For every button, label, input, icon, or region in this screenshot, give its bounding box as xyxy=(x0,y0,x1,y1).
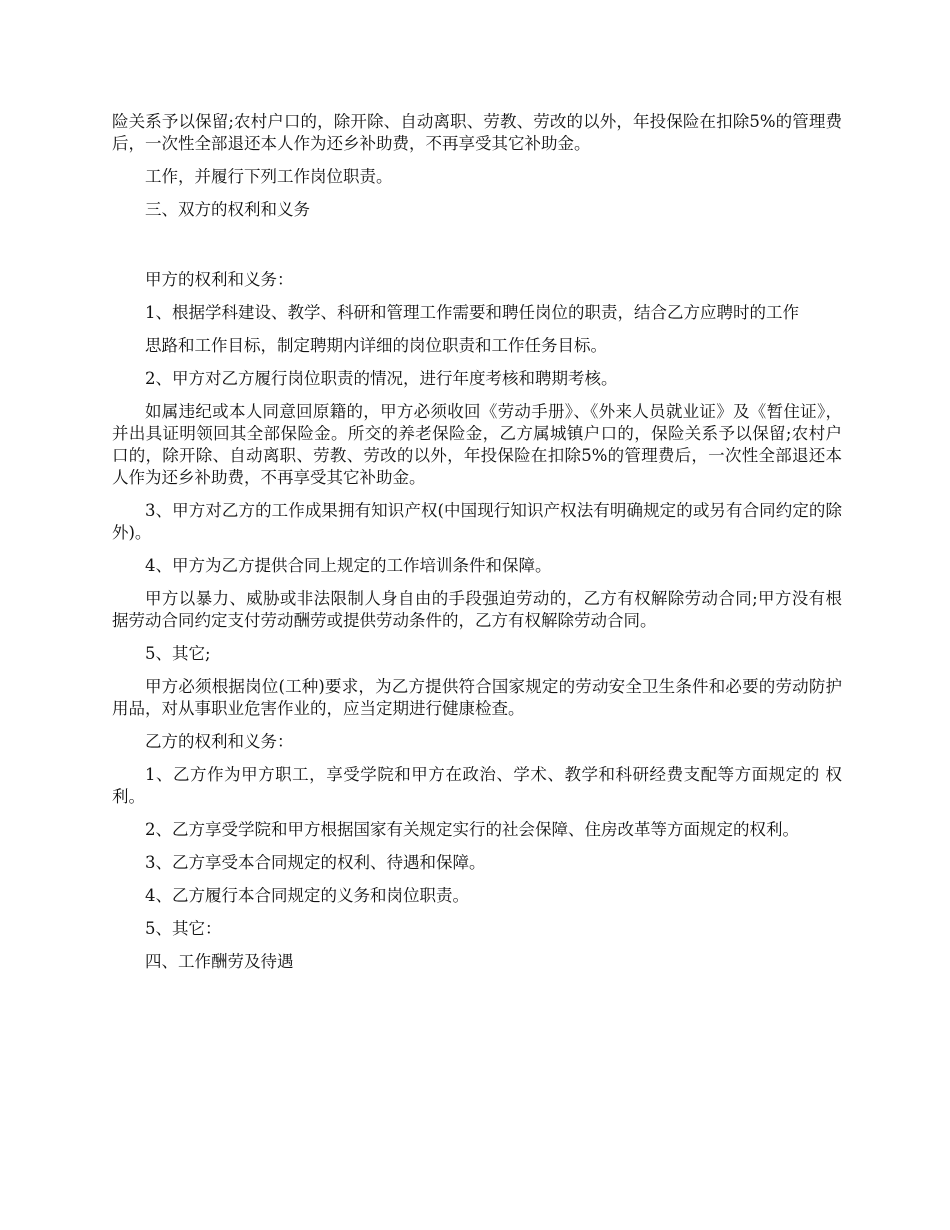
document-body xyxy=(112,111,842,984)
subsection-heading: 甲方的权利和义务： xyxy=(145,270,294,289)
section-heading: 四、工作酬劳及待遇 xyxy=(145,952,294,971)
paragraph: 甲方以暴力、威胁或非法限制人身自由的手段强迫劳动的，乙方有权解除劳动合同;甲方没有根据劳动合同约定支付劳动酬劳或提供劳动条件的，乙方有权解除劳动合同。 xyxy=(112,589,842,630)
paragraph: 4、甲方为乙方提供合同上规定的工作培训条件和保障。 xyxy=(145,556,552,575)
paragraph: 5、其它： xyxy=(145,919,222,938)
paragraph: 甲方必须根据岗位(工种)要求，为乙方提供符合国家规定的劳动安全卫生条件和必要的劳动防护用品，对从事职业危害作业的，应当定期进行健康检查。 xyxy=(112,677,842,718)
paragraph: 如属违纪或本人同意回原籍的，甲方必须收回《劳动手册》、《外来人员就业证》及《暂住证》，并出具证明领回其全部保险金。所交的养老保险金，乙方属城镇户口的，保险关系予以保留;农村户口的，除开除、自动离职、劳教、劳改的以外，年投保险在扣除5%的管理费后，一次性全部退还本人作为还乡补助费，不再享受其它补助金。 xyxy=(112,402,842,487)
paragraph: 5、其它; xyxy=(145,644,211,663)
paragraph: 3、甲方对乙方的工作成果拥有知识产权(中国现行知识产权法有明确规定的或另有合同约定的除外)。 xyxy=(112,501,842,542)
paragraph: 1、乙方作为甲方职工，享受学院和甲方在政治、学术、教学和科研经费支配等方面规定的 权利。 xyxy=(112,765,842,806)
paragraph: 工作，并履行下列工作岗位职责。 xyxy=(145,167,393,186)
paragraph: 4、乙方履行本合同规定的义务和岗位职责。 xyxy=(145,886,469,905)
section-heading: 三、双方的权利和义务 xyxy=(145,200,310,219)
paragraph: 1、根据学科建设、教学、科研和管理工作需要和聘任岗位的职责，结合乙方应聘时的工作 xyxy=(145,303,799,322)
paragraph: 2、乙方享受学院和甲方根据国家有关规定实行的社会保障、住房改革等方面规定的权利。 xyxy=(145,820,799,839)
paragraph: 2、甲方对乙方履行岗位职责的情况，进行年度考核和聘期考核。 xyxy=(145,369,618,388)
subsection-heading: 乙方的权利和义务： xyxy=(145,732,294,751)
paragraph: 3、乙方享受本合同规定的权利、待遇和保障。 xyxy=(145,853,486,872)
paragraph: 险关系予以保留;农村户口的，除开除、自动离职、劳教、劳改的以外，年投保险在扣除5%的管理费后，一次性全部退还本人作为还乡补助费，不再享受其它补助金。 xyxy=(112,112,842,153)
paragraph: 思路和工作目标，制定聘期内详细的岗位职责和工作任务目标。 xyxy=(145,336,607,355)
